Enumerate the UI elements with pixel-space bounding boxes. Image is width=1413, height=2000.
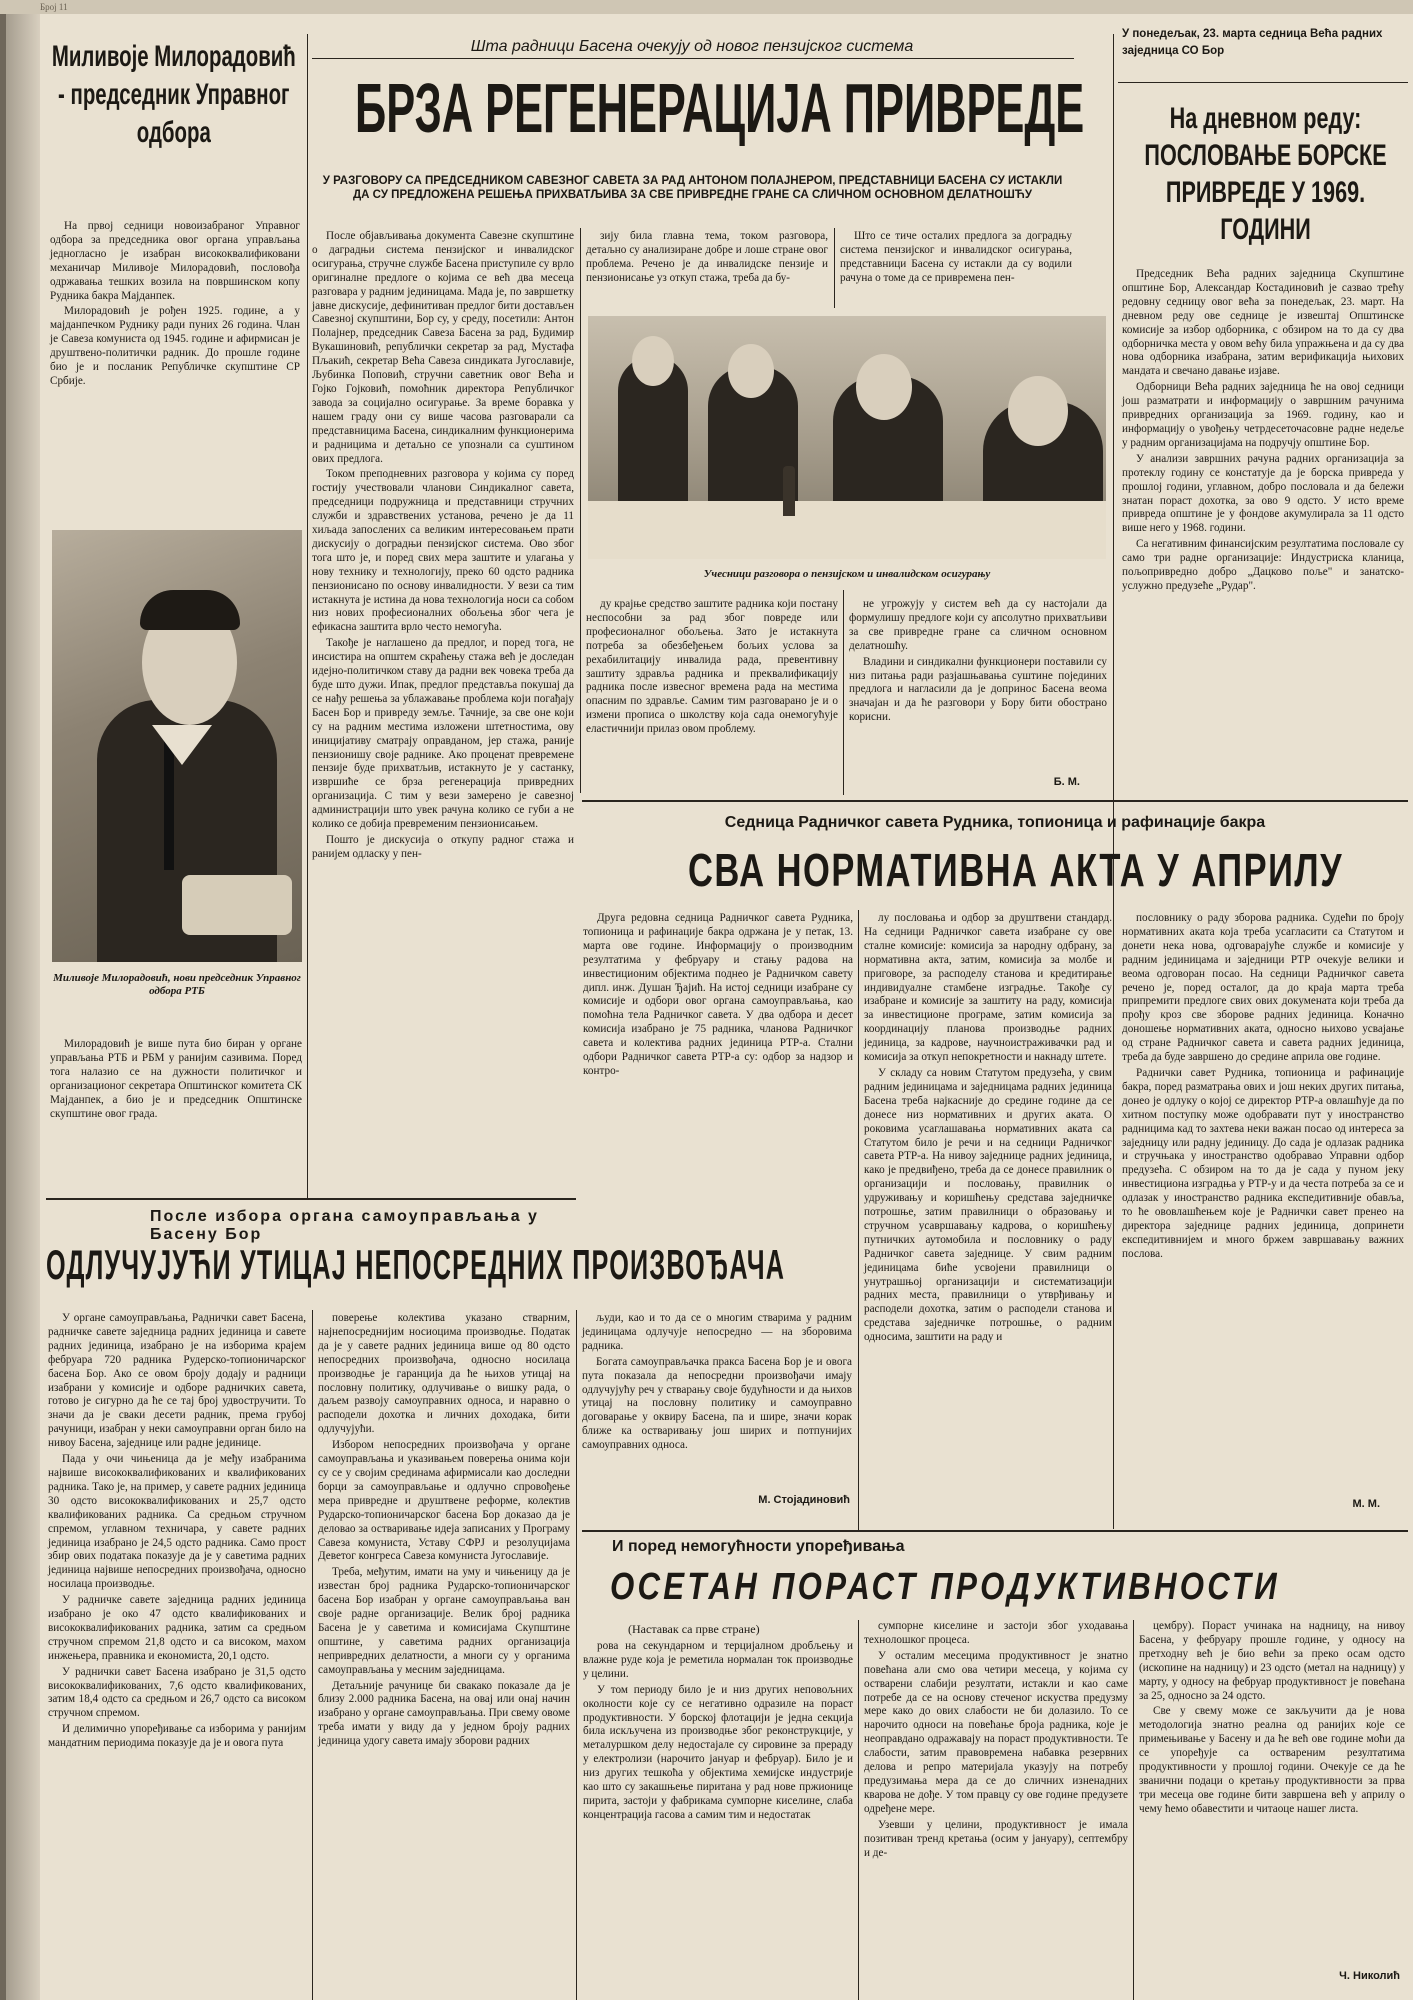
rule — [1118, 82, 1408, 83]
top-edge-strip — [0, 0, 1413, 14]
council-col-3 — [1122, 912, 1404, 1490]
main-signature: Б. М. — [1053, 776, 1080, 788]
paragraph: људи, као и то да се о многим стварима у радним јединицама одлучује непосредно — на зборовима радника. — [582, 1312, 852, 1352]
paragraph: цембру). Пораст учинака на надницу, на нивоу Басена, у фебруару прошле године, у односу на претходну већ је био већи за преко осам одсто (ископине на надницу) и 23 одсто (метал на надницу) у марту, у односу на фебруар продуктивност је повећана за 25, односно за 24 одсто. — [1139, 1620, 1405, 1702]
main-kicker: Шта радници Басена очекују од новог пензијског система — [470, 38, 914, 55]
paragraph: Избором непосредних произвођача у органе самоуправљања и указивањем поверења онима који су се у својим срединама афирмисали као доследни борци за самоуправљање и одлучно спровођење мера привредне и друштвене реформе, колектив Рударско-топионичарског басена Бор доказао да је деловао за остваривање идеја записаних у Програму Савеза комуниста, Уставу СФРЈ и резолуцијама Деветог конгреса Савеза комуниста Југославије. — [318, 1439, 570, 1563]
column-rule — [576, 1310, 577, 2000]
page-marker: Број 11 — [40, 2, 68, 12]
paragraph: ду крајње средство заштите радника који постану неспособни за рад због повреде или професионалног обољења. Зато је истакнута потреба за обезбеђењем бољих услова за рехабилитацију инвалида рада, превентивну заштиту здравља радника и преквалификацију радника после извесног времена рада на местима опасним по здравље. Самим тим разговарано је и о измени прописа о школству која сада онемогућује еластичнији прилаз овом проблему. — [586, 598, 838, 736]
column-rule — [580, 228, 581, 793]
selfmgmt-signature: М. Стојадиновић — [758, 1494, 850, 1506]
selfmgmt-headline-text: ОДЛУЧУЈУЋИ УТИЦАЈ НЕПОСРЕДНИХ ПРОИЗВОЂАЧА — [46, 1241, 786, 1288]
paragraph: Одборници Већа радних заједница ће на овој седници још разматрати и информацију о завршним рачунима привредних организација за 1969. годину, као и информацију о увођењу четрдесеточасовне радне недеље у радним организацијама на подручју општине Бор. — [1122, 381, 1404, 449]
paragraph: Председник Већа радних заједница Скупштине општине Бор, Александар Костадиновић је сазвао трећу редовну седницу овог већа за понедељак, 23. март. На дневном реду ове седнице је извештај Општинске комисије за избор одборника, с обзиром на то да су два одборничка места у овом већу била упражњена и да су два нова одборника изабрана, затим верификација њихових мандата и свечано давање изјаве. — [1122, 268, 1404, 378]
column-rule — [312, 1310, 313, 2000]
paragraph: не угрожују у систем већ да су настојали да формулишу предлоге који су апсолутно прихватљиви за све привредне гране са сличном основном делатношћу. — [849, 598, 1107, 652]
paragraph: Богата самоуправљачка пракса Басена Бор је и овога пута показала да непосредни произвођачи имају одлучујућу реч у стварању своје будућности и да њихов утицај на пословну политику и самоуправно договарање у оквиру Басена, па и шире, значи корак ближе ка остваривању још ширих и потпунијих самоуправних односа. — [582, 1355, 852, 1452]
binding-gutter — [0, 14, 40, 2000]
column-rule — [834, 228, 835, 308]
right-headline — [1128, 100, 1403, 260]
column-rule — [1113, 34, 1114, 1529]
column-rule — [843, 590, 844, 795]
paragraph: Пада у очи чињеница да је међу изабранима највише висококвалификованих и квалификованих радника. Тако је, на пример, у савете радних јединица 30 одсто висококвалификованих и 25,7 одсто квалификованих радника. Са средњом стручном спремом, углавном техничара, у савете радних јединица изабрано је 24,5 одсто радника. Само прост збир ових података показује да је у саветима радних јединица највише непосредних произвођача, односно носилаца производње. — [48, 1453, 306, 1591]
paragraph: Што се тиче осталих предлога за доградњу система пензијског и инвалидског осигурања, представници Басена су истакли да су водили рачуна о томе да се привремена пен- — [840, 230, 1072, 284]
column-rule — [858, 1620, 859, 2000]
table-surface — [588, 501, 1106, 559]
portrait-caption: Миливоје Милорадовић, нови председник Управног одбора РТБ — [53, 972, 301, 997]
paragraph: Током преподневних разговора у којима су поред гостију учествовали чланови Синдикалног савета, председници подружница и представници стручних служби и здравствених установа, речено је да 11 хиљада запослених са великим интересовањем прати дискусију о доградњи пензијског система. Ово због тога што је, и поред свих мера заштите и улагања у нову технику и технологију, преко 60 одсто радника пензионисано по основу инвалидности. У вези са тим истакнута је истина да нова технологија носи са собом низ нових професионалних обољења због чега је ефикасна заштита врло често немогућа. — [312, 468, 574, 634]
paragraph: У раднички савет Басена изабрано је 31,5 одсто висококвалификованих, 7,6 одсто квалификованих, затим 18,4 одсто са средњом и 26,7 одсто са високом стручном спремом. — [48, 1665, 306, 1720]
column-rule — [307, 34, 308, 1199]
participant-2-face — [728, 344, 774, 398]
section-rule — [46, 1198, 576, 1200]
main-col-2-bottom — [586, 598, 838, 793]
paragraph: Детаљније рачунице би свакако показале да је близу 2.000 радника Басена, на овај или онај начин изабрано у органе самоуправљања. При свему овоме треба имати у виду да у једном броју радних јединица удогу савета имају зборови радних — [318, 1679, 570, 1748]
selfmgmt-col-3 — [582, 1312, 852, 1477]
column-rule — [1133, 1620, 1134, 2000]
main-headline — [355, 62, 1085, 162]
selfmgmt-headline — [46, 1232, 786, 1302]
paragraph: И делимично упоређивање са изборима у ранијим мандатним периодима показује да је и овога пута — [48, 1723, 306, 1750]
paragraph: После објављивања документа Савезне скупштине о даградњи система пензијског и инвалидског осигурања, стручне службе Басена приступиле су врло оригиналне предлоге о којима се већ два месеца разговара у радним јединицама. Мада је, по завршетку јавне дискусије, дефинитиван предлог бити достављен Савезној скупштини, Бор су, у среду, посетили: Антон Полајнер, председник Савеза Басена за рад, Будимир Вукашиновић, републички секретар за рад, Мустафа Пљакић, секретар Већа Савеза синдиката Југославије, Љубинка Поповић, стручни саветник овог Већа и Гојко Гојковић, помоћник директора Републичког завода за социјално осигурање. За време боравка у нашем граду они су више часова разговарали са представницима Басена, синдикалним функционерима и радницима и детаљно се упознали са суштином ових предлога. — [312, 230, 575, 465]
selfmgmt-col-2 — [318, 1312, 570, 2000]
council-headline-text: СВА НОРМАТИВНА АКТА У АПРИЛУ — [688, 844, 1344, 896]
left-headline-text: Миливоје Милорадовић - председник Управног одбора — [51, 40, 296, 149]
paragraph: Друга редовна седница Радничког савета Рудника, топионица и рафинације бакра одржана је у петак, 13. марта ове године. Информацију о производним резултатима у фебруару и стању радова на инвестиционим објектима поднео је Радничком савету дипл. инж. Душан Ђајић. На истој седници изабране су комисије и одбори овог органа самоуправљања, као помоћна тела Радничког савета. У два одбора и десет комисија изабрано је 75 радника, чланова Радничког савета и колектива радних јединица РТР-а. Стални одбори Радничког савета РТР-а су: одбор за надзор и контро- — [583, 912, 853, 1077]
productivity-col-1 — [583, 1640, 853, 2000]
section-rule — [582, 1530, 1408, 1532]
paragraph: У радничке савете заједница радних јединица изабрано је око 47 одсто квалификованих и висококвалификованих радника, затим са средњом стручном спремом 21,8 одсто и са високом, махом инжењера, правника и економиста, 20,1 одсто. — [48, 1594, 306, 1662]
main-col-1 — [312, 230, 574, 1165]
main-headline-text: БРЗА РЕГЕНЕРАЦИЈА ПРИВРЕДЕ — [355, 69, 1085, 147]
left-headline — [48, 38, 300, 198]
main-col-3 — [840, 230, 1072, 310]
paragraph: рова на секундарном и терцијалном дробљењу и влажне руде која је реметила нормалан ток производње у целини. — [583, 1640, 853, 1680]
paragraph: Пошто је дискусија о откупу радног стажа и ранијем одласку у пен- — [312, 833, 574, 860]
selfmgmt-kicker: После избора органа самоуправљања у Басену Бор — [150, 1208, 539, 1243]
meeting-caption: Учесници разговора о пензијском и инвалидском осигурању — [703, 568, 991, 580]
council-kicker: Седница Радничког савета Рудника, топионица и рафинације бакра — [724, 814, 1266, 831]
productivity-headline — [610, 1560, 1408, 1616]
right-headline-text: На дневном реду: ПОСЛОВАЊЕ БОРСКЕ ПРИВРЕДЕ У 1969. ГОДИНИ — [1144, 102, 1387, 246]
figure-hair — [140, 590, 240, 630]
meeting-photo — [588, 316, 1106, 559]
paragraph: Такође је наглашено да предлог, и поред тога, не инсистира на општем скраћењу стажа већ је доследан идејно-политичком ставу да радни век човека треба да буде што дужи. Ипак, предлог представља покушај да се нађу решења за ублажавање проблема који погађају Басен Бор и привреду земље. Тачније, за све оне који су на радним местима изложени штетностима, ову иницијативу сматрају оправданом, јер стажа, раније пензионишу своје раднике. Ако проценат превремене пензије буде прихватљив, истакнуто је у састанку, извршиће се брза регенерација привредних организација. С тим у вези замерено је савезној администрацији што увек рачуна колико се губи а не колико се добија превременим пензионисањем. — [312, 637, 574, 831]
right-kicker: У понедељак, 23. марта седница Већа радних заједница СО Бор — [1122, 28, 1383, 57]
participant-3-face — [856, 354, 912, 420]
council-signature: М. М. — [1352, 1498, 1380, 1510]
paragraph: Са негативним финансијским резултатима пословале су само три радне организације: Индустриска кланица, пољопривредно добро „Дацково поље" и занатско-услужно предузеће „Рудар". — [1122, 538, 1404, 592]
paragraph: Раднички савет Рудника, топионица и рафинације бакра, поред разматрања ових и још неких других питања, донео је одлуку о којој се директор РТР-а овлашћује да по хитном поступку може одобравати пут у иностранство радницима кад то захтева неки важан посао од интереса за заједницу или радну јединицу. До сада је одлазак радника и стручњака у иностранство одобравао Управни одбор предузећа. С обзиром на то да је сада у пуном јеку инвестициона изградња у РТР-у и да честа потреба за се и одлазак у иностранство радника експедитивније обавља, то ће ововлашћењем које је Раднички савет пренео на директора заједнице радних јединица, допринети експедитивнијем и много бржем завршавању важних послова. — [1122, 1066, 1404, 1260]
productivity-signature: Ч. Николић — [1339, 1970, 1400, 1982]
paragraph: У органе самоуправљања, Раднички савет Басена, радничке савете заједница радних јединица и савете радних јединица, изабрано је на изборима крајем фебруара 720 радника Рудерско-топионичарског басена Бор. Ако се овом броју додају и радници изабрани у комисије и одборе радничких савета, готово је сигурно да ће се тај број удвостручити. То значи да је сваки десети радник, према грубој рачуници, изабран у неки самоуправни орган било на нивоу Басена, заједнице или радне јединице. — [48, 1312, 306, 1450]
paragraph: На првој седници новоизабраног Управног одбора за председника овог органа управљања једногласно је изабран висококвалификовани механичар Миливоје Милорадовић, пословођа одржавања тешких возила на површинском копу Рудника бакра Мајданпек. — [50, 220, 300, 302]
productivity-headline-text: ОСЕТАН ПОРАСТ ПРОДУКТИВНОСТИ — [610, 1566, 1280, 1608]
paragraph: поверење колектива указано стварним, најнепосреднијим носиоцима производње. Податак да је у савете радних јединица више од 80 одсто непосредних произвођача, односно носилаца производње је гаранција да ће њихов утицај на пословну политику, одлучивање о вишку рада, о даљем развоју самоуправних односа, и наравно о расподели дохотка и личних доходака, бити одлучујући. — [318, 1312, 570, 1436]
binding-shadow — [0, 14, 6, 2000]
productivity-kicker: И поред немогућности упоређивања — [612, 1538, 905, 1555]
paragraph: пословнику о раду зборова радника. Судећи по броју нормативних аката која треба усагласити са Статутом и донети нека нова, одговарајуће службе и комисије у радним јединицама и заједници РТР очекује велики и веома одговоран посао. На седници Радничког савета речено је, поред осталог, да до краја марта треба припремити предлоге свих ових докумената који треба да прођу кроз све зборове радних јединица. Коначно доношење нормативних аката, односно њихово усвајање од стране Радничког савета и савета радних јединица, треба да буде завршено до средине априла ове године. — [1122, 912, 1404, 1064]
productivity-col-3 — [1139, 1620, 1405, 1965]
right-body — [1122, 268, 1404, 768]
selfmgmt-col-1 — [48, 1312, 306, 2000]
council-headline — [688, 838, 1388, 908]
paragraph: У том периоду било је и низ других неповољних околности које су се негативно одразиле на пораст продуктивности. У борској флотацији је једна секција била искључена из производње због реконструкције, у металуршком делу недостајале су сировине за прераду у електролизи (нарочито јануар и фебруар). Било је и низ других тешкоћа у објектима хемијске индустрије као што су закашњење пиритана у рад нове пржионице пирита, застоји у фабрикама сумпорне киселине, слаба концентрација гасова а самим тим и недостатак — [583, 1683, 853, 1821]
paragraph: У анализи завршних рачуна радних организација за протеклу годину се констатује да је борска привреда у прошлој години, углавном, добро пословала и да бележи знатан пораст дохотка, за ово 9 одсто. У исто време привреда општине је у фондове акумулирала за 11 одсто више него у 1968. години. — [1122, 452, 1404, 535]
main-col-2 — [586, 230, 828, 310]
participant-4-face — [1008, 376, 1068, 446]
paragraph: У складу са новим Статутом предузећа, у свим радним јединицама и заједницама радних јединица Басена треба најкасније до средине године да се донесе низ нормативних и других аката. О роковима усаглашавања нормативних аката са Статутом било је речи и на седници Радничког савета РТР-а. На нивоу заједнице радних јединица, како је предвиђено, треба да се донесе правилник о организацији и пословању, правилник о удруживању и коришћењу средстава заједничке потрошње, затим правилници о образовању и стручном усавршавању кадрова, о коришћењу путничких аутомобила и пословнику о раду Радничког савета заједнице. У свим радним јединицама биће усвојени правилници о унутрашњој организацији и систематизацији радних места, правилници о утврђивању и расподели дохотка, затим о расподели станова и средстава заједничке потрошње, о радним односима, заштити на раду и — [864, 1066, 1112, 1344]
section-rule — [582, 800, 1408, 802]
paragraph: лу пословања и одбор за друштвени стандард. На седници Радничког савета изабране су ове сталне комисије: комисија за народну одбрану, за нормативна акта, затим, комисија за молбе и приговоре, за расподелу станова и кредитирање индивидуалне стамбене изградње. Такође су изабране и комисије за заштиту на раду, комисија за инвестиционе програме, затим комисија за координацију планова производње радних јединица, за кадрове, научноистраживачки рад и комисија за откуп непокретности и накнаду штете. — [864, 912, 1112, 1064]
continued-note: (Наставак са прве стране) — [628, 1622, 760, 1636]
paragraph: сумпорне киселине и застоји због уходавања технолошког процеса. — [864, 1620, 1128, 1646]
kicker-rule — [312, 58, 1074, 59]
bottle — [783, 466, 795, 516]
left-body-top — [50, 220, 300, 525]
participant-1-face — [632, 336, 674, 386]
paragraph: Милорадовић је више пута био биран у органе управљања РТБ и РБМ у ранијим сазивима. Поред тога налазио се на дужности политичког и организационог секретара Општинског комитета СК Мајданпек, а био је и председник Општинске скупштине овог града. — [50, 1038, 302, 1120]
paragraph: Милорадовић је рођен 1925. године, а у мајданпечком Руднику ради пуних 26 година. Члан је Савеза комуниста од 1945. године и афирмисан је друштвено-политички радник. До прошле године био је и посланик Републичке скупштине СР Србије. — [50, 305, 300, 387]
paragraph: Владини и синдикални функционери поставили су низ питања ради разјашњавања суштине појединих предлога и нагласили да је допринос Басена веома значајан и да ће разговори у Бору бити обострано корисни. — [849, 655, 1107, 724]
paragraph: Узевши у целини, продуктивност је имала позитиван тренд кретања (осим у јануару), септембру и де- — [864, 1818, 1128, 1859]
column-rule — [858, 910, 859, 1530]
figure-hands — [182, 875, 292, 935]
productivity-col-2 — [864, 1620, 1128, 2000]
left-body-bottom — [50, 1038, 302, 1188]
paragraph: У осталим месецима продуктивност је знатно повећана али смо ова четири месеца, у којима су остварени слабији резултати, истакли и као саме потребе да се на основу стеченог искуства предузму мере како до ових слабости не би долазило. То се нарочито односи на повећање броја радника, које је неоправдано одражавају на пораст продуктивности. Те слабости, затим правовремена набавка резервних делова и репро материјала указују на потребу предузимања мера да се до сличних изненадних кварова не дође. У том правцу су ове године предузете одређене мере. — [864, 1649, 1128, 1815]
paragraph: Све у свему може се закључити да је нова методологија знатно реална од ранијих које се примењивање у Басену и да ће већ овe године моћи да се упоређује са оствареним резултатима продуктивности у прошлој години. Очекује се да ће званични подаци о кретању продуктивности за прва три месеца ове године бити завршена већ у априлу о чему ћемо обавестити и читаоце нашег листа. — [1139, 1705, 1405, 1815]
council-col-2 — [864, 912, 1112, 1504]
paragraph: Треба, међутим, имати на уму и чињеницу да је известан број радника Рударско-топионичарског басена Бор изабран у органе самоуправљања ван своје радне организације. Велик број радника Басена је у саветима и комисијама Скупштине општине, у саветима радних организација непривредних делатности, а многи су у органима самоуправљања у месним заједницама. — [318, 1566, 570, 1676]
portrait-photo — [52, 530, 302, 962]
council-col-1 — [583, 912, 853, 1232]
main-deck: У РАЗГОВОРУ СА ПРЕДСЕДНИКОМ САВЕЗНОГ САВЕТА ЗА РАД АНТОНОМ ПОЛАЈНЕРОМ, ПРЕДСТАВНИЦИ БАСЕНА СУ ИСТАКЛИ ДА СУ ПРЕДЛОЖЕНА РЕШЕЊА ПРИХВАТЉИВА ЗА СВЕ ПРИВРЕДНЕ ГРАНЕ СА СЛИЧНОМ ОСНОВНОМ ДЕЛАТНОШЋУ — [322, 175, 1063, 201]
main-col-3-bottom — [849, 598, 1107, 776]
paragraph: зију била главна тема, током разговора, детаљно су анализиране добре и лоше стране овог проблема. Речено је да инвалидске пензије и пензионисање уз откуп стажа, треба да бу- — [586, 230, 828, 284]
